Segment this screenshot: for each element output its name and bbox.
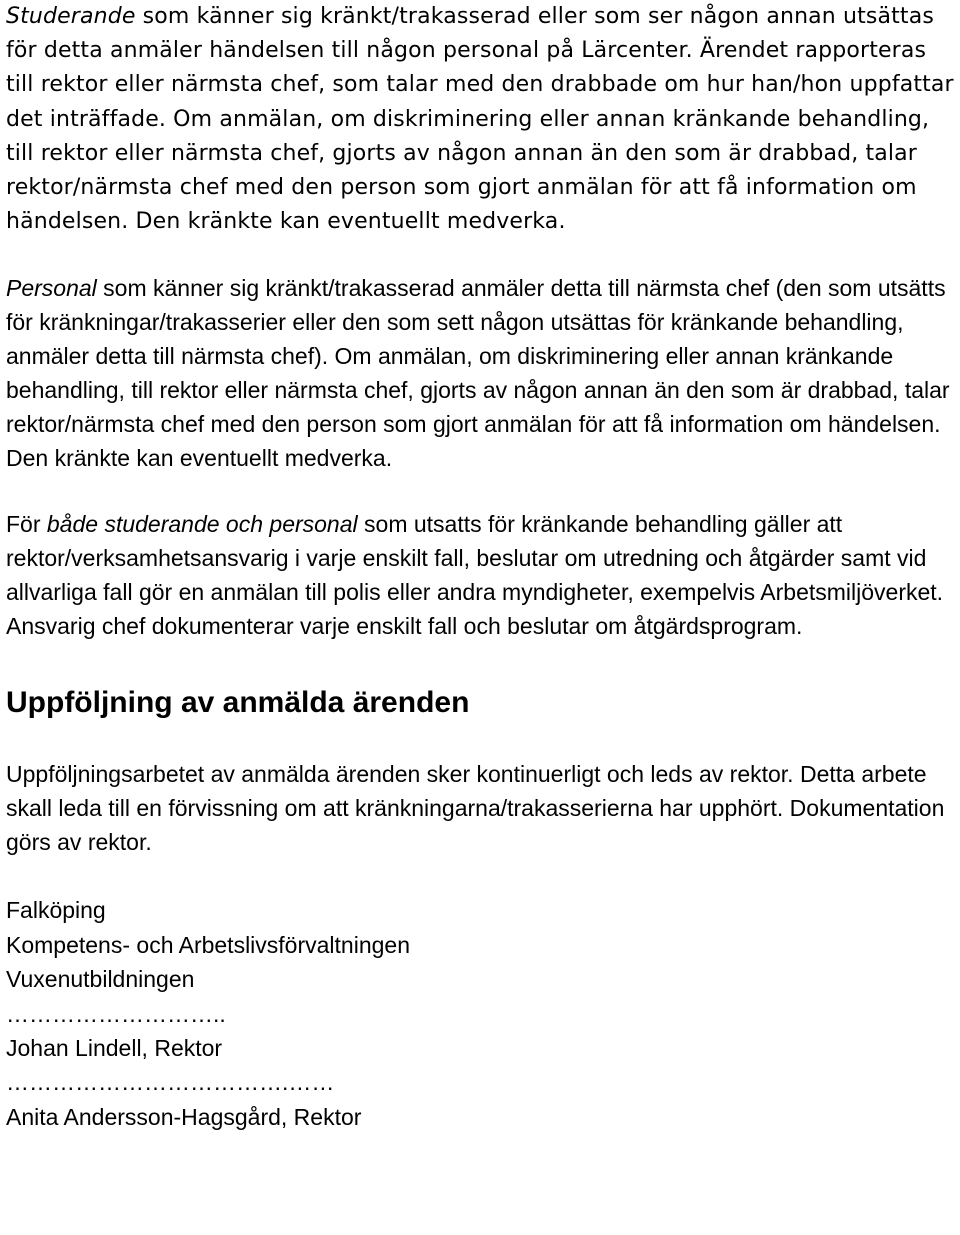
paragraph-uppfoljning: Uppföljningsarbetet av anmälda ärenden sker kontinuerligt och leds av rektor. Detta arbete skall leda till en förvissning om att kränkningarna/trakasserierna har upphört. Dokumentation görs av rektor. <box>6 761 945 856</box>
paragraph-pre: För <box>6 511 47 538</box>
paragraph-text: som känner sig kränkt/trakasserad anmäler detta till närmsta chef (den som utsätts för kränkningar/trakasserier eller den som sett någon utsättas för kränkande behandling, anmäler detta till närmsta chef). Om anmälan, om diskriminering eller annan kränkande behandling, till rektor eller närmsta chef, gjorts av någon annan än den som är drabbad, talar rektor/närmsta chef med den person som gjort anmälan för att få information om händelsen. Den kränkte kan eventuellt medverka. <box>6 275 950 472</box>
document-page <box>6 0 958 1134</box>
paragraph-studerande <box>6 0 958 239</box>
signatory-2: Anita Andersson-Hagsgård, Rektor <box>6 1103 362 1130</box>
paragraph-personal <box>6 271 958 475</box>
signature-line-2: ……………………………….…… <box>6 1069 335 1096</box>
signature-block <box>6 893 958 1134</box>
footer-city: Falköping <box>6 897 106 924</box>
paragraph-text: som utsatts för kränkande behandling gäller att rektor/verksamhetsansvarig i varje enskilt fall, beslutar om utredning och åtgärder samt vid allvarliga fall gör en anmälan till polis eller andra myndigheter, exempelvis Arbetsmiljöverket. Ansvarig chef dokumenterar varje enskilt fall och beslutar om åtgärdsprogram. <box>6 511 944 640</box>
section-heading: Uppföljning av anmälda ärenden <box>6 686 470 720</box>
paragraph-lead-italic: Personal <box>6 275 97 302</box>
paragraph-text: som känner sig kränkt/trakasserad eller som ser någon annan utsättas för detta anmäler händelsen till någon personal på Lärcenter. Ärendet rapporteras till rektor eller närmsta chef, som talar med den drabbade om hur han/hon uppfattar det inträffade. Om anmälan, om diskriminering eller annan kränkande behandling, till rektor eller närmsta chef, gjorts av någon annan än den som är drabbad, talar rektor/närmsta chef med den person som gjort anmälan för att få information om händelsen. Den kränkte kan eventuellt medverka. <box>6 4 954 235</box>
signatory-1: Johan Lindell, Rektor <box>6 1035 223 1062</box>
paragraph-lead-italic: Studerande <box>6 4 136 29</box>
footer-unit: Vuxenutbildningen <box>6 966 195 993</box>
paragraph-bade <box>6 507 958 643</box>
signature-line-1: ……………………….. <box>6 1000 226 1027</box>
paragraph-italic: både studerande och personal <box>46 511 358 538</box>
footer-department: Kompetens- och Arbetslivsförvaltningen <box>6 931 410 958</box>
